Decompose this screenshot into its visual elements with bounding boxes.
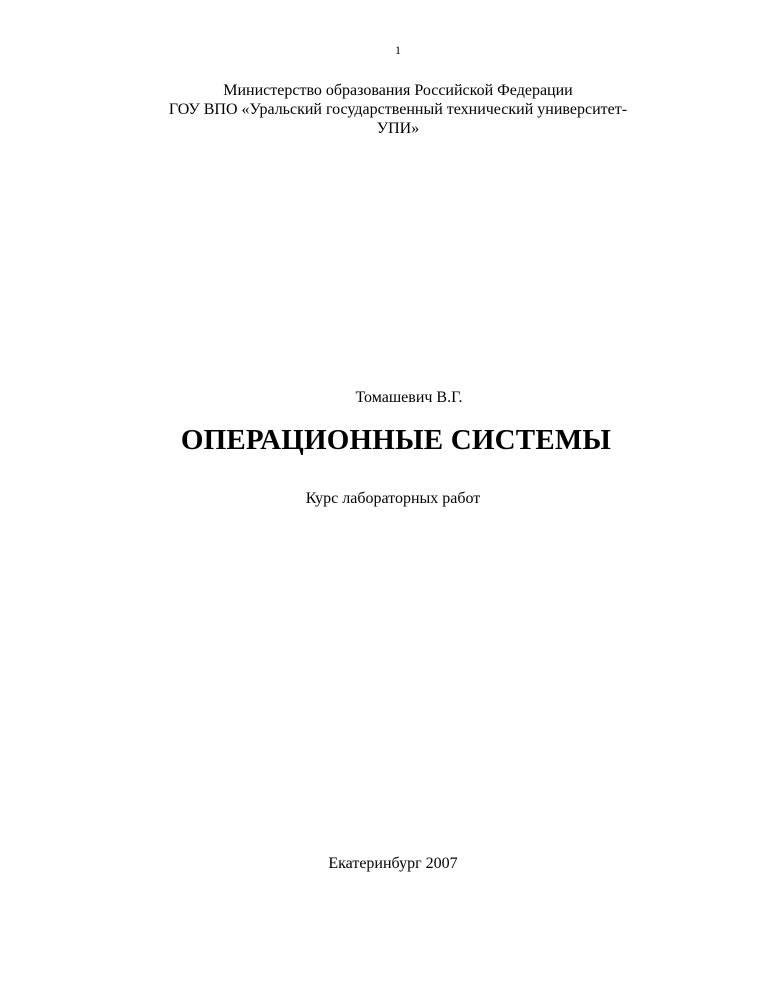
university-line: ГОУ ВПО «Уральский государственный технический университет-: [168, 101, 628, 118]
page-number: 1: [395, 43, 401, 57]
author-name: Томашевич В.Г.: [355, 389, 463, 406]
university-line-continued: УПИ»: [376, 120, 420, 137]
document-subtitle: Курс лабораторных работ: [305, 490, 481, 507]
ministry-line: Министерство образования Российской Федерации: [223, 82, 573, 99]
institution-header: [0, 81, 768, 138]
document-title: ОПЕРАЦИОННЫЕ СИСТЕМЫ: [180, 424, 612, 456]
city-year: Екатеринбург 2007: [328, 855, 458, 872]
